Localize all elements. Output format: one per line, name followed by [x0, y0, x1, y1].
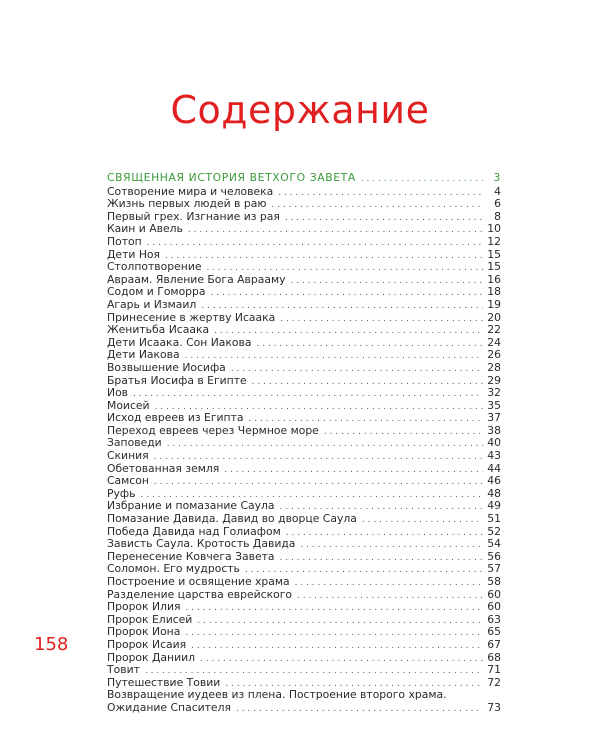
toc-entry-page: 16 — [487, 272, 501, 286]
toc-entry-label: Сотворение мира и человека — [107, 184, 274, 198]
toc-entry-page: 57 — [487, 562, 501, 576]
toc-entry-page: 54 — [487, 537, 501, 551]
toc-leader-dots — [286, 527, 483, 540]
toc-entry-label: Товит — [107, 663, 140, 677]
toc-entry-page: 72 — [487, 675, 501, 689]
toc-entry-page: 38 — [487, 423, 501, 437]
toc-leader-dots — [165, 250, 483, 263]
toc-entry-page: 12 — [487, 234, 501, 248]
toc-entry-label: Жизнь первых людей в раю — [107, 197, 267, 211]
toc-entry-page: 20 — [487, 310, 501, 324]
toc-entry-label: Возвышение Иосифа — [107, 360, 226, 374]
toc-entry — [107, 664, 501, 677]
toc-leader-dots — [185, 350, 483, 363]
toc-entry-page: 49 — [487, 499, 501, 513]
toc-entry-page: 46 — [487, 474, 501, 488]
toc-entry — [107, 261, 501, 274]
toc-entry-label: Авраам. Явление Бога Аврааму — [107, 272, 286, 286]
toc-entry-label: Заповеди — [107, 436, 162, 450]
toc-leader-dots — [188, 224, 483, 237]
toc-entry-page: 48 — [487, 486, 501, 500]
toc-entry-label: Исход евреев из Египта — [107, 411, 244, 425]
toc-entry-page: 6 — [494, 197, 501, 211]
toc-entry — [107, 463, 501, 476]
toc-leader-dots — [154, 476, 483, 489]
toc-leader-dots — [362, 514, 483, 527]
toc-entry-label: Пророк Илия — [107, 600, 181, 614]
toc-leader-dots — [252, 376, 483, 389]
toc-entry-page: 22 — [487, 323, 501, 337]
toc-leader-dots — [197, 615, 483, 628]
toc-entry — [107, 475, 501, 488]
toc-entry — [107, 375, 501, 388]
toc-leader-dots — [278, 187, 483, 200]
toc-entry-page: 52 — [487, 524, 501, 538]
toc-entry-label: Дети Иакова — [107, 348, 180, 362]
toc-leader-dots — [231, 363, 483, 376]
toc-entry-label: Помазание Давида. Давид во дворце Саула — [107, 512, 357, 526]
toc-entry-label: Братья Иосифа в Египте — [107, 373, 247, 387]
toc-entry-label: Пророк Исаия — [107, 637, 187, 651]
toc-entry-page: 29 — [487, 373, 501, 387]
toc-leader-dots — [300, 539, 483, 552]
toc-entry-label: Победа Давида над Голиафом — [107, 524, 281, 538]
toc-entry-page: 58 — [487, 575, 501, 588]
toc-entry-label: Самсон — [107, 474, 149, 488]
toc-entry-label: Потоп — [107, 234, 142, 248]
toc-entry-label: Скиния — [107, 449, 149, 463]
toc-entry — [107, 198, 501, 211]
toc-entry — [107, 236, 501, 249]
toc-entry — [107, 362, 501, 375]
toc-entry-label: Зависть Саула. Кротость Давида — [107, 537, 296, 551]
toc-leader-dots — [147, 237, 483, 250]
toc-entry-label: Перенесение Ковчега Завета — [107, 549, 275, 563]
toc-leader-dots — [191, 640, 483, 653]
toc-entry — [107, 538, 501, 551]
toc-entry-page: 18 — [487, 285, 501, 299]
toc-leader-dots — [133, 388, 483, 401]
toc-entry-page: 56 — [487, 549, 501, 563]
toc-entry-label: Обетованная земля — [107, 461, 220, 475]
toc-entry-label: Пророк Елисей — [107, 612, 193, 626]
toc-leader-dots — [257, 338, 484, 351]
toc-entry-page: 68 — [487, 650, 501, 664]
toc-entry-label: Возвращение иудеев из плена. Построение второго храма. — [107, 688, 447, 702]
toc-entry-label: Избрание и помазание Саула — [107, 499, 275, 513]
toc-entry-label: Моисей — [107, 398, 150, 412]
toc-leader-dots — [200, 653, 483, 666]
toc-entry-page: 60 — [487, 600, 501, 614]
toc-entry-label: Пророк Даниил — [107, 650, 196, 664]
toc-leader-dots — [295, 577, 483, 590]
toc-entry-page: 73 — [487, 700, 501, 714]
toc-leader-dots — [236, 703, 483, 716]
toc-entry-label: Каин и Авель — [107, 222, 183, 236]
toc-entry-page: 37 — [487, 411, 501, 425]
toc-entry — [107, 299, 501, 312]
toc-leader-dots — [297, 590, 483, 603]
toc-entry — [107, 223, 501, 236]
toc-entries — [107, 186, 501, 690]
toc-entry — [107, 387, 501, 400]
toc-entry — [107, 601, 501, 614]
toc-leader-dots — [280, 552, 483, 565]
toc-leader-dots — [324, 426, 483, 439]
toc-entry-page: 24 — [487, 335, 501, 349]
toc-entry-page: 10 — [487, 222, 501, 236]
page-number: 158 — [34, 634, 69, 655]
toc-leader-dots — [185, 602, 483, 615]
toc-leader-dots — [271, 199, 483, 212]
toc-entry-page: 35 — [487, 398, 501, 412]
toc-entry — [107, 652, 501, 665]
toc-section-heading — [107, 172, 501, 185]
toc-leader-dots — [280, 313, 483, 326]
toc-entry-label: Соломон. Его мудрость — [107, 562, 240, 576]
toc-entry — [107, 437, 501, 450]
toc-leader-dots — [224, 464, 483, 477]
toc-leader-dots — [167, 438, 483, 451]
toc-entry-page: 15 — [487, 260, 501, 274]
toc-entry-label: Содом и Гоморра — [107, 285, 206, 299]
toc-entry — [107, 324, 501, 337]
toc-entry-label: Женитьба Исаака — [107, 323, 210, 337]
toc-entry-page: 4 — [494, 184, 501, 198]
toc-entry-page: 15 — [487, 247, 501, 261]
toc-entry-label: Построение и освящение храма — [107, 575, 290, 588]
toc-section-page: 3 — [493, 171, 501, 184]
toc-entry-label: Принесение в жертву Исаака — [107, 310, 276, 324]
toc-entry-label: Ожидание Спасителя — [107, 700, 231, 714]
toc-entry-label: Руфь — [107, 486, 136, 500]
toc-entry-label: Столпотворение — [107, 260, 202, 274]
toc-entry-page: 51 — [487, 512, 501, 526]
toc-entry-label: Пророк Иона — [107, 625, 181, 639]
toc-entry-page: 26 — [487, 348, 501, 362]
toc-leader-dots — [285, 212, 483, 225]
toc-entry — [107, 450, 501, 463]
toc-entry-label: Первый грех. Изгнание из рая — [107, 209, 280, 223]
toc-entry-label: Агарь и Измаил — [107, 297, 197, 311]
toc-leader-dots — [211, 287, 483, 300]
toc-entry-page: 60 — [487, 587, 501, 601]
toc-entry — [107, 513, 501, 526]
toc-section-label: СВЯЩЕННАЯ ИСТОРИЯ ВЕТХОГО ЗАВЕТА — [107, 171, 356, 184]
toc-entry — [107, 412, 501, 425]
toc-entry-label: Переход евреев через Чермное море — [107, 423, 319, 437]
toc-entry-page: 67 — [487, 637, 501, 651]
toc-entry-page: 63 — [487, 612, 501, 626]
toc-entry-page: 43 — [487, 449, 501, 463]
toc-entry-page: 8 — [494, 209, 501, 223]
toc-leader-dots — [361, 173, 483, 186]
toc-entry-page: 44 — [487, 461, 501, 475]
toc-entry-page: 71 — [487, 663, 501, 677]
toc-entry — [107, 576, 501, 589]
toc-entry — [107, 702, 501, 715]
toc-entry — [107, 425, 501, 438]
toc-entry-label: Путешествие Товии — [107, 675, 221, 689]
toc-entry-page: 19 — [487, 297, 501, 311]
toc-entry-label: Дети Ноя — [107, 247, 161, 261]
toc-leader-dots — [185, 627, 483, 640]
page-title: Содержание — [170, 88, 430, 132]
toc-entry-page: 28 — [487, 360, 501, 374]
toc-entry-page: 40 — [487, 436, 501, 450]
toc-entry-label: Разделение царства еврейского — [107, 587, 292, 601]
table-of-contents — [107, 172, 501, 715]
toc-entry-label: Иов — [107, 386, 129, 400]
toc-entry — [107, 639, 501, 652]
toc-entry-page: 32 — [487, 386, 501, 400]
toc-entry-label: Дети Исаака. Сон Иакова — [107, 335, 252, 349]
toc-leader-dots — [214, 325, 483, 338]
toc-entry-page: 65 — [487, 625, 501, 639]
toc-leader-dots — [291, 275, 483, 288]
